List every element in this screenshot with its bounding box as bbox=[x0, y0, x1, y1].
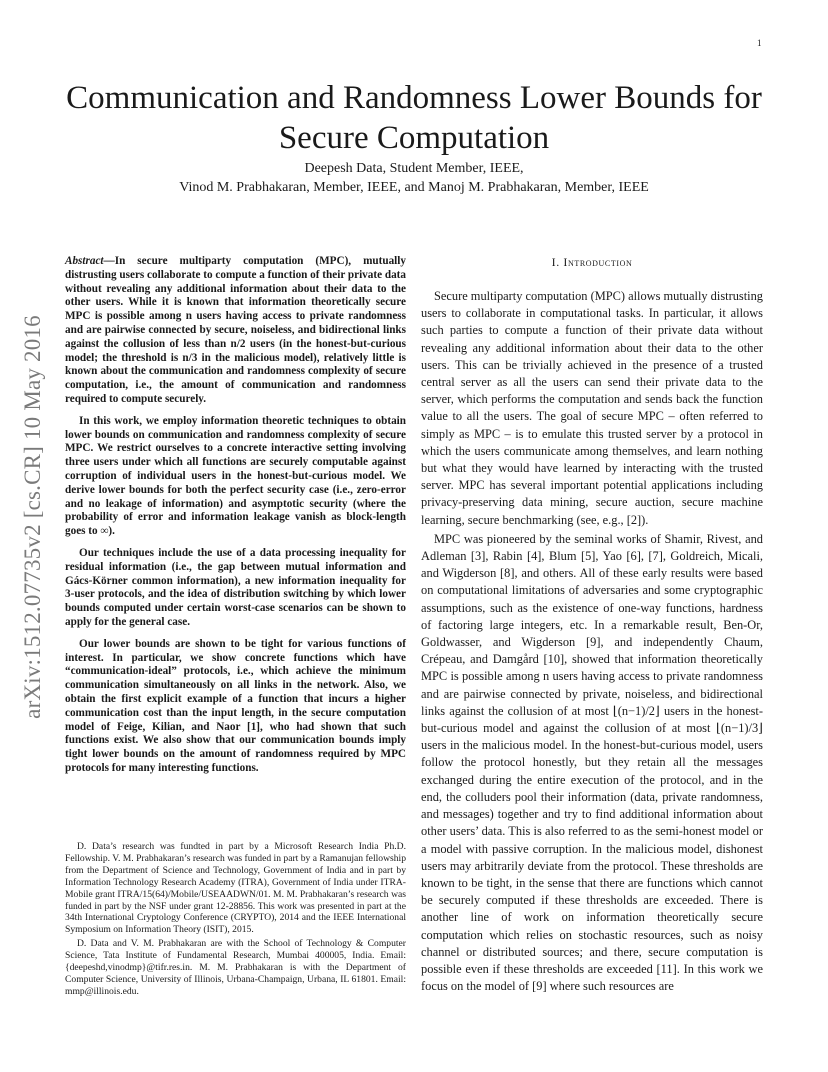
paper-title bbox=[40, 78, 788, 158]
author-list bbox=[40, 159, 788, 197]
intro-paragraph-1: Secure multiparty computation (MPC) allows mutually distrusting users to collaborate in computational tasks. In particular, it allows such parties to compute a function of their private data without revealing any additional information about their data to the other users. This can be trivially achieved in the presence of a trusted central server as all the users can send their private data to the server, which performs the computation and sends back the function value to all the users. The goal of secure MPC – often referred to simply as MPC – is to emulate this trusted server by a protocol in which the users communicate among themselves, and learn nothing but what they would have learned by interacting with the trusted server. MPC has several important potential applications including privacy-preserving data mining, secure auction, secure machine learning, secure benchmarking (see, e.g., [2]). bbox=[421, 289, 764, 527]
abstract bbox=[65, 255, 406, 784]
authors-line-1: Deepesh Data, Student Member, IEEE, bbox=[304, 161, 524, 176]
abstract-paragraph-4: Our lower bounds are shown to be tight for various functions of interest. In particular, we show concrete functions which have “communication-ideal” protocols, i.e., which achieve the minimum communication simultaneously on all links in the network. Also, we obtain the first explicit example of a function that incurs a higher communication cost than the input length, in the secure computation model of Feige, Kilian, and Naor [1], who had shown that such functions exist. We also show that our communication bounds imply tight lower bounds on the amount of randomness required by MPC protocols for many interesting functions. bbox=[65, 637, 406, 774]
funding-footnote: D. Data’s research was fundted in part by a Microsoft Research India Ph.D. Fellowship. V. M. Prabhakaran’s research was funded in part by a Ramanujan fellowship from the Department of Science and Technology, Government of India and in part by Information Technology Research Academy (ITRA), Government of India under ITRA-Mobile grant ITRA/15(64)/Mobile/USEAADWN/01. M. M. Prabhakaran’s research was funded in part by the NSF under grant 12-28856. This work was presented in part at the 34th International Cryptology Conference (CRYPTO), 2014 and the IEEE International Symposium on Information Theory (ISIT), 2015. bbox=[65, 841, 406, 936]
abstract-paragraph-2: In this work, we employ information theoretic techniques to obtain lower bounds on communication and randomness complexity of secure MPC. We restrict ourselves to a concrete interactive setting involving three users under which all functions are securely computable against corruption of individual users in the honest-but-curious model. We derive lower bounds for both the perfect security case (i.e., zero-error and no leakage of information) and asymptotic security (where the probability of error and information leakage vanish as block-length goes to ∞). bbox=[65, 414, 406, 538]
section-heading bbox=[421, 255, 763, 270]
footnotes bbox=[65, 841, 406, 1000]
authors-line-2: Vinod M. Prabhakaran, Member, IEEE, and Manoj M. Prabhakaran, Member, IEEE bbox=[179, 180, 649, 195]
abstract-paragraph-3: Our techniques include the use of a data processing inequality for residual information (i.e., the gap between mutual information and Gács-Körner common information), a new information inequality for 3-user protocols, and the idea of distribution switching by which lower bounds computed under certain worst-case scenarios can be shown to apply for the general case. bbox=[65, 546, 406, 628]
intro-paragraph-2: MPC was pioneered by the seminal works of Shamir, Rivest, and Adleman [3], Rabin [4], Blum [5], Yao [6], [7], Goldreich, Micali, and Wigderson [8], and others. All of these early results were based on computational limitations of adversaries and some cryptographic assumptions, such as the existence of one-way functions, hardness of factoring large integers, etc. In a remarkable result, Ben-Or, Goldwasser, and Wigderson [9], and independently Chaum, Crépeau, and Damgård [10], showed that information theoretically MPC is possible among n users having access to private randomness and are pairwise connected by private, noiseless, and bidirectional links against the collusion of at most ⌊(n−1)/2⌋ users in the honest-but-curious model and against the collusion of at most ⌊(n−1)/3⌋ users in the malicious model. In the honest-but-curious model, users follow the protocol honestly, but they retain all the messages exchanged during the entire execution of the protocol, and in the end, the colluders pool their information (data, private randomness, and messages) together and try to find additional information about other users’ data. This is also referred to as the semi-honest model or a model with passive corruption. In the malicious model, dishonest users may arbitrarily deviate from the protocol. These thresholds are known to be tight, in the sense that there are functions which cannot be securely computed if these thresholds are exceeded. There is another line of work on information theoretically secure computation which relies on stochastic resources, such as noisy channel or distributed sources; and there, secure computation is possible even if these thresholds are exceeded [11]. In this work we focus on the model of [9] where such resources are bbox=[421, 531, 763, 994]
introduction-column bbox=[421, 255, 763, 995]
abstract-label: Abstract bbox=[65, 255, 104, 267]
arxiv-identifier-stamp[interactable] bbox=[18, 272, 48, 762]
page-number: 1 bbox=[757, 38, 762, 48]
title-line-2: Secure Computation bbox=[278, 120, 550, 156]
abstract-text-1: —In secure multiparty computation (MPC), mutually distrusting users collaborate to compute a function of their private data without revealing any additional information about their data to the other users. While it is known that information theoretically secure MPC is possible among n users having access to private randomness and are pairwise connected by secure, noiseless, and bidirectional links against the collusion of less than n/2 users (in the honest-but-curious model; the threshold is n/3 in the malicious model), relatively little is known about the communication and randomness complexity of secure computation, i.e., the amount of communication and randomness required to compute securely. bbox=[65, 255, 406, 405]
abstract-paragraph-1 bbox=[65, 255, 406, 407]
title-line-1: Communication and Randomness Lower Bounds for bbox=[66, 80, 762, 116]
section-numeral: I. bbox=[551, 255, 560, 269]
arxiv-identifier-text: arXiv:1512.07735v2 [cs.CR] 10 May 2016 bbox=[20, 315, 45, 719]
affiliation-footnote: D. Data and V. M. Prabhakaran are with the School of Technology & Computer Science, Tata Institute of Fundamental Research, Mumbai 400005, India. Email: {deepeshd,vinodmp}@tifr.res.in. M. M. Prabhakaran is with the Department of Computer Science, University of Illinois, Urbana-Champaign, Urbana, IL 61801. Email: mmp@illinois.edu. bbox=[65, 938, 406, 997]
section-title: Introduction bbox=[563, 255, 633, 269]
